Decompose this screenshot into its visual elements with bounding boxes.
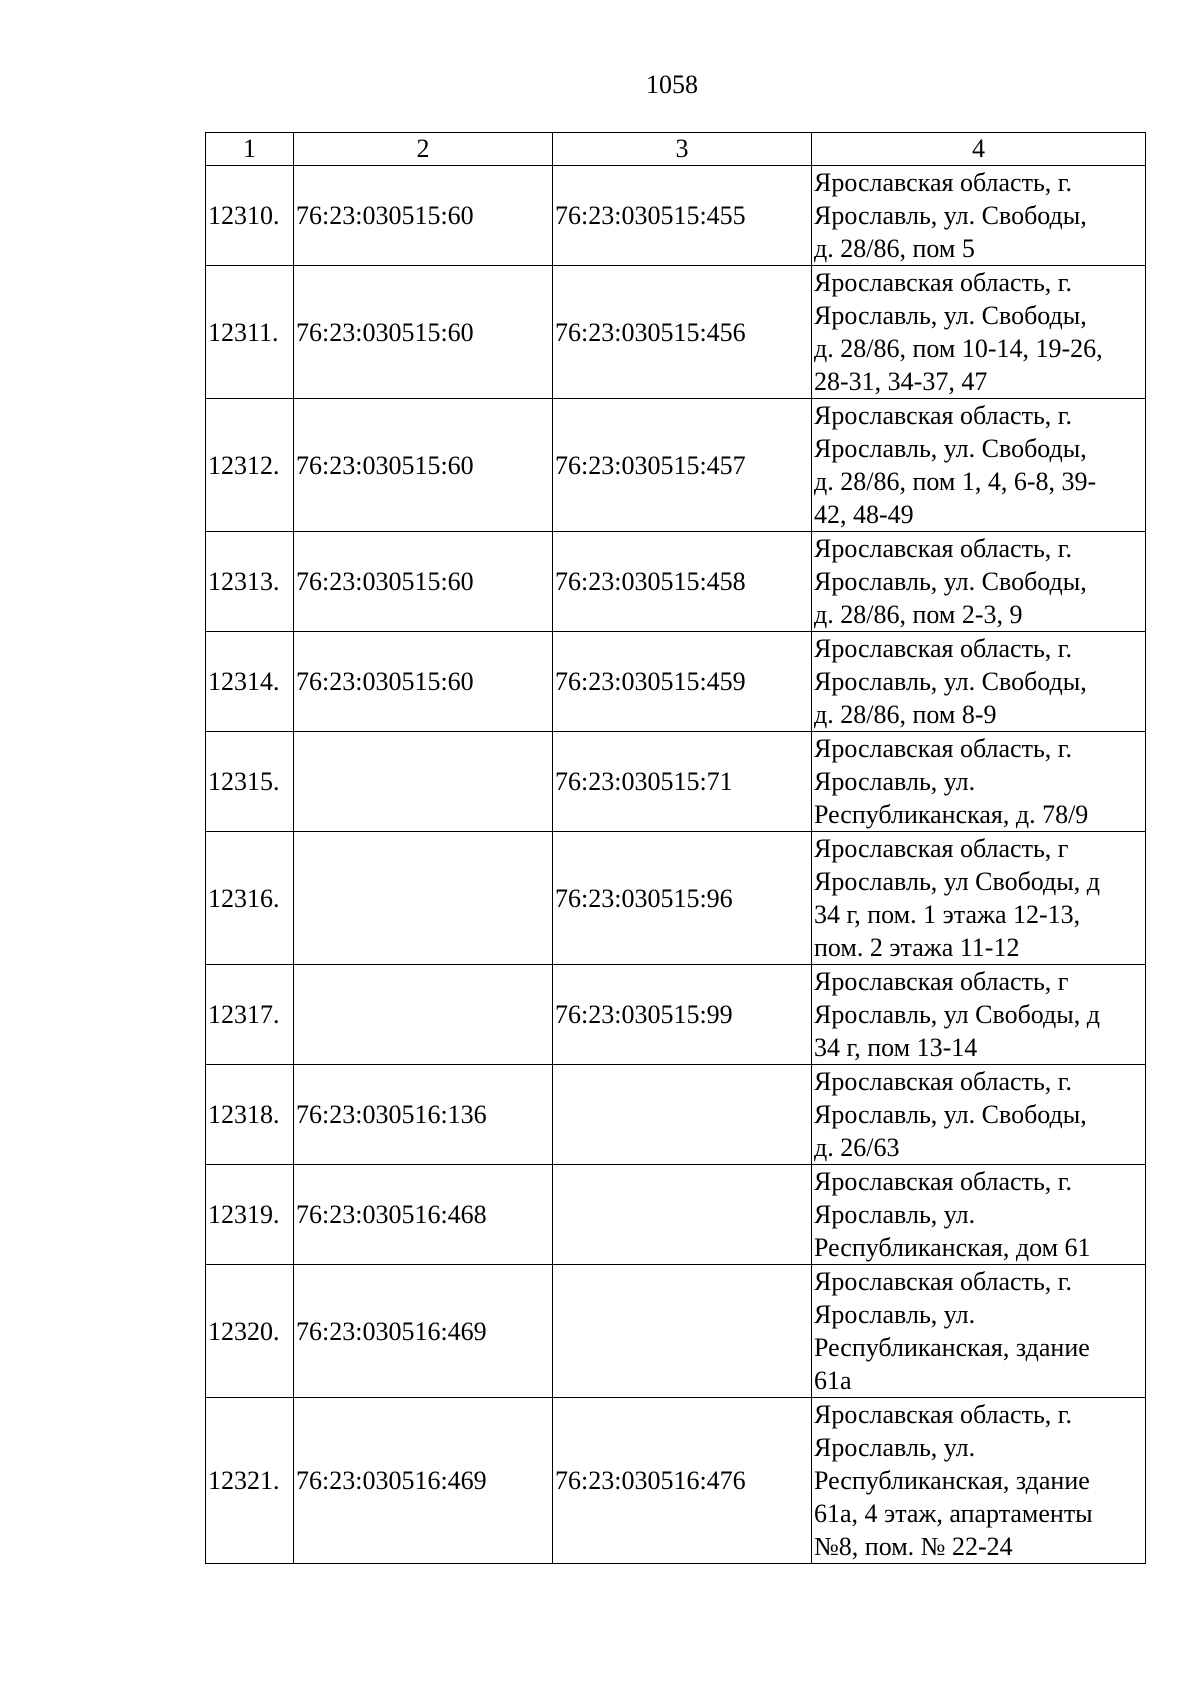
address-cell [812,1165,1146,1265]
address-line: Ярославль, ул. Свободы, [814,667,1087,696]
address-line: д. 28/86, пом 8-9 [814,700,997,729]
object-cadastral-number-cell [553,1165,812,1265]
parcel-cadastral-number-cell: 76:23:030515:60 [294,399,553,532]
object-cadastral-number-cell: 76:23:030515:457 [553,399,812,532]
address-line: 61а [814,1366,852,1395]
object-cadastral-number-cell: 76:23:030516:476 [553,1398,812,1564]
row-number-cell: 12314. [206,632,294,732]
address-line: Ярославская область, г. [814,401,1073,430]
address-line: д. 28/86, пом 2-3, 9 [814,600,1023,629]
table-header-row [206,133,1146,166]
page-number: 1058 [646,70,698,99]
address-line: 34 г, пом. 1 этажа 12-13, [814,900,1081,929]
parcel-cadastral-number-cell [294,832,553,965]
address-line: 61а, 4 этаж, апартаменты [814,1499,1093,1528]
table-row [206,732,1146,832]
row-number-cell: 12311. [206,266,294,399]
address-line: д. 26/63 [814,1133,900,1162]
column-header-2: 2 [294,133,553,166]
object-cadastral-number-cell: 76:23:030515:96 [553,832,812,965]
address-line: д. 28/86, пом 1, 4, 6-8, 39- [814,467,1097,496]
table-row [206,1265,1146,1398]
row-number-cell: 12320. [206,1265,294,1398]
table-row [206,532,1146,632]
object-cadastral-number-cell: 76:23:030515:459 [553,632,812,732]
row-number-cell: 12313. [206,532,294,632]
address-line: Ярославль, ул. Свободы, [814,1100,1087,1129]
row-number-cell: 12310. [206,166,294,266]
address-line: Ярославская область, г. [814,534,1073,563]
address-cell [812,266,1146,399]
address-cell [812,532,1146,632]
table-row [206,965,1146,1065]
table-row [206,1398,1146,1564]
column-header-3: 3 [553,133,812,166]
row-number-cell: 12321. [206,1398,294,1564]
object-cadastral-number-cell [553,1265,812,1398]
address-line: Ярославская область, г. [814,634,1073,663]
parcel-cadastral-number-cell [294,965,553,1065]
address-line: 28-31, 34-37, 47 [814,367,988,396]
address-cell [812,1265,1146,1398]
address-line: д. 28/86, пом 10-14, 19-26, [814,334,1103,363]
parcel-cadastral-number-cell: 76:23:030516:136 [294,1065,553,1165]
address-cell [812,965,1146,1065]
row-number-cell: 12315. [206,732,294,832]
address-line: Ярославская область, г [814,834,1069,863]
address-line: Республиканская, здание [814,1466,1090,1495]
address-line: Республиканская, дом 61 [814,1233,1091,1262]
table-row [206,832,1146,965]
table-body [206,166,1146,1564]
parcel-cadastral-number-cell: 76:23:030515:60 [294,166,553,266]
address-line: Ярославская область, г. [814,168,1073,197]
address-line: Ярославская область, г [814,967,1069,996]
address-line: Ярославская область, г. [814,734,1073,763]
address-line: №8, пом. № 22-24 [814,1532,1013,1561]
address-line: 42, 48-49 [814,500,914,529]
address-line: Республиканская, здание [814,1333,1090,1362]
object-cadastral-number-cell: 76:23:030515:458 [553,532,812,632]
address-cell [812,1398,1146,1564]
address-cell [812,732,1146,832]
row-number-cell: 12316. [206,832,294,965]
object-cadastral-number-cell: 76:23:030515:456 [553,266,812,399]
address-line: Ярославль, ул. [814,1200,976,1229]
address-line: Ярославль, ул. Свободы, [814,434,1087,463]
registry-table [205,132,1146,1564]
address-line: Ярославль, ул Свободы, д [814,1000,1100,1029]
address-line: Ярославль, ул. [814,767,976,796]
address-cell [812,832,1146,965]
parcel-cadastral-number-cell: 76:23:030516:469 [294,1398,553,1564]
address-cell [812,1065,1146,1165]
address-line: Ярославская область, г. [814,1267,1073,1296]
address-line: Ярославль, ул Свободы, д [814,867,1100,896]
address-line: Ярославская область, г. [814,268,1073,297]
parcel-cadastral-number-cell: 76:23:030515:60 [294,266,553,399]
address-cell [812,399,1146,532]
parcel-cadastral-number-cell: 76:23:030516:468 [294,1165,553,1265]
column-header-4: 4 [812,133,1146,166]
address-line: Ярославль, ул. [814,1433,976,1462]
row-number-cell: 12319. [206,1165,294,1265]
row-number-cell: 12312. [206,399,294,532]
address-line: пом. 2 этажа 11-12 [814,933,1020,962]
address-line: Ярославль, ул. Свободы, [814,201,1087,230]
table-row [206,632,1146,732]
table-row [206,1065,1146,1165]
object-cadastral-number-cell: 76:23:030515:455 [553,166,812,266]
parcel-cadastral-number-cell: 76:23:030516:469 [294,1265,553,1398]
address-line: Республиканская, д. 78/9 [814,800,1089,829]
address-line: д. 28/86, пом 5 [814,234,975,263]
object-cadastral-number-cell: 76:23:030515:71 [553,732,812,832]
parcel-cadastral-number-cell: 76:23:030515:60 [294,632,553,732]
address-line: Ярославская область, г. [814,1167,1073,1196]
table-row [206,266,1146,399]
object-cadastral-number-cell [553,1065,812,1165]
address-line: Ярославль, ул. [814,1300,976,1329]
address-cell [812,632,1146,732]
table-row [206,166,1146,266]
address-line: Ярославская область, г. [814,1400,1073,1429]
parcel-cadastral-number-cell [294,732,553,832]
address-line: Ярославль, ул. Свободы, [814,567,1087,596]
table-row [206,399,1146,532]
table-row [206,1165,1146,1265]
object-cadastral-number-cell: 76:23:030515:99 [553,965,812,1065]
parcel-cadastral-number-cell: 76:23:030515:60 [294,532,553,632]
row-number-cell: 12318. [206,1065,294,1165]
address-line: 34 г, пом 13-14 [814,1033,978,1062]
row-number-cell: 12317. [206,965,294,1065]
address-line: Ярославская область, г. [814,1067,1073,1096]
address-cell [812,166,1146,266]
address-line: Ярославль, ул. Свободы, [814,301,1087,330]
column-header-1: 1 [206,133,294,166]
